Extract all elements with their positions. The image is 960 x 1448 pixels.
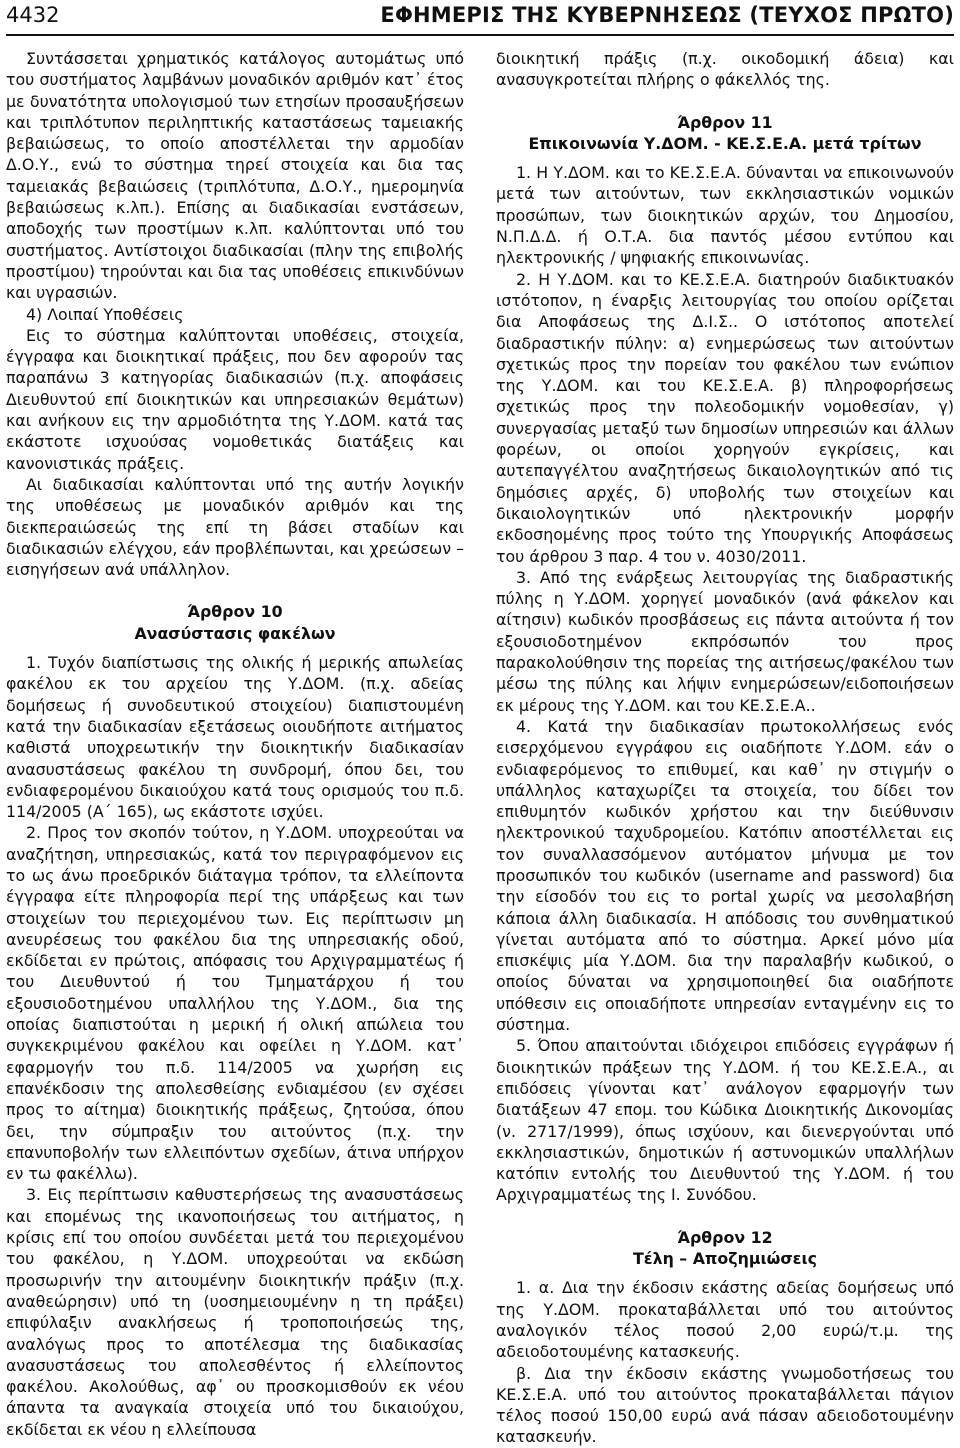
article-11-title: Επικοινωνία Υ.ΔΟΜ. - ΚΕ.Σ.Ε.Α. μετά τρίτων [528,133,922,153]
page-number: 4432 [6,3,60,27]
paragraph: 5. Όπου απαιτούνται ιδιόχειροι επιδόσεις εγγράφων ή διοικητικών πράξεων της Υ.ΔΟΜ. ή του ΚΕ.Σ.Ε.Α., αι επιδόσεις γίνονται κατ᾽ ανάλογον εφαρμογήν των διατάξεων 47 επομ. του Κώδικα Διοικητικής Δικονομίας (ν. 2717/1999), όπως ισχύουν, και διενεργούνται υπό εκκλησιαστικών, δημοτικών ή αστυνομικών υπαλλήλων κατόπιν εντολής του Διευθυντού της Υ.ΔΟΜ. ή του Αρχιγραμματέως της Ι. Συνόδου. [496,1036,954,1205]
paragraph: 3. Εις περίπτωσιν καθυστερήσεως της ανασυστάσεως και επομένως της ικανοποιήσεως του αιτήματος, η κρίσις επί του οποίου συνδέεται μετά του περιεχομένου του φακέλου, η Υ.ΔΟΜ. υποχρεούται να εκδώση προσωρινήν την αιτουμένην διοικητικήν πράξιν (π.χ. αναθεώρησιν) υπό τη (υοσημειουμένην η τη πράξει) επιφύλαξιν ανακλήσεως ή τροποποιήσεώς της, αναλόγως προς το αποτέλεσμα της διαδικασίας ανασυστάσεως του απολεσθέντος ή ελλείποντος φακέλου. Ακολούθως, αφ᾽ ου προσκομισθούν εκ νέου άπαντα τα αναγκαία στοιχεία υπό του δικαιούχου, εκδίδεται εκ νέου η ελλείπουσα [6,1185,464,1439]
paragraph: 4) Λοιπαί Υποθέσεις [26,304,184,324]
paragraph: β. Δια την έκδοσιν εκάστης γνωμοδοτήσεως του ΚΕ.Σ.Ε.Α. υπό του αιτούντος προκαταβάλλεται πάγιον τέλος ποσού 150,00 ευρώ ανά πάσαν αδειοδοτουμένην κατασκευήν. [496,1363,954,1447]
paragraph: 2. Η Υ.ΔΟΜ. και το ΚΕ.Σ.Ε.Α. διατηρούν διαδικτυακόν ιστότοπον, η έναρξις λειτουργίας του οποίου ορίζεται δια Αποφάσεως της Δ.Ι.Σ.. Ο ιστότοπος αποτελεί διαδραστικήν πύλην: α) ενημερώσεως των αιτούντων σχετικώς προς την πορείαν του φακέλου των ενώπιον της Υ.ΔΟΜ. και του ΚΕ.Σ.Ε.Α. β) πληροφορήσεως σχετικώς προς την πολεοδομικήν νομοθεσίαν, γ) συνεργασίας μεταξύ των δημοσίων υπηρεσιών και άλλων φορέων, οι οποίοι χορηγούν εγκρίσεις, και αυτεπαγγέλτου αναζητήσεως δικαιολογητικών από τις δημόσιες αρχές, δ) υποβολής των στοιχείων και δικαιολογητικών υπό ηλεκτρονικήν μορφήν εκδοσηομένης προς τούτο της Υπουργικής Αποφάσεως του άρθρου 3 παρ. 4 του ν. 4030/2011. [496,269,954,566]
paragraph: 1. α. Δια την έκδοσιν εκάστης αδείας δομήσεως υπό της Υ.ΔΟΜ. προκαταβάλλεται υπό του αιτούντος αναλογικόν τέλος ποσού 2,00 ευρώ/τ.μ. της αδειοδοτουμένης κατασκευής. [496,1278,954,1362]
paragraph: Εις το σύστημα καλύπτονται υποθέσεις, στοιχεία, έγγραφα και διοικητικαί πράξεις, που δεν αφορούν τας παραπάνω 3 κατηγορίας διαδικασιών (π.χ. αποφάσεις Διευθυντού επί διοικητικών και υπηρεσιακών θεμάτων) και ανήκουν εις την αρμοδιότητα της Υ.ΔΟΜ. κατά τας εκάστοτε ισχυούσας νομοθετικάς διατάξεις και κανονιστικάς πράξεις. [6,325,464,473]
paragraph: 3. Από της ενάρξεως λειτουργίας της διαδραστικής πύλης η Υ.ΔΟΜ. χορηγεί μοναδικόν (ανά φάκελον και αίτησιν) κωδικόν προσβάσεως εις πάντα αιτούντα ή τον εξουσιοδοτημένον εκπρόσωπόν του προς παρακολούθησιν της πορείας της αιτήσεως/φακέλου των μέσω της πύλης και λήψιν ενημερώσεων/ειδοποιήσεων εκ μέρους της Υ.ΔΟΜ. και του ΚΕ.Σ.Ε.Α.. [496,567,954,715]
paragraph: 1. Η Υ.ΔΟΜ. και το ΚΕ.Σ.Ε.Α. δύνανται να επικοινωνούν μετά των αιτούντων, των εκκλησιαστικών νομικών προσώπων, των διοικητικών αρχών, του Δημοσίου, Ν.Π.Δ.Δ. ή Ο.Τ.Α. δια παντός μέσου εντύπου και ηλεκτρονικής / ψηφιακής επικοινωνίας. [496,163,954,268]
left-column [6,48,464,1440]
paragraph-continued: διοικητική πράξις (π.χ. οικοδομική άδεια) και ανασυγκροτείται πλήρης ο φάκελλός της. [496,49,954,90]
paragraph: Αι διαδικασίαι καλύπτονται υπό της αυτήν λογικήν της υποθέσεως με μοναδικόν αριθμόν και της διεκπεραιώσεώς της επί τη βάσει σταδίων και διαδικασιών ελέγχου, εάν προβλέπωνται, και χρεώσεων – εισηγήσεων ανά υπάλληλον. [6,474,464,580]
paragraph: 1. Τυχόν διαπίστωσις της ολικής ή μερικής απωλείας φακέλου εκ του αρχείου της Υ.ΔΟΜ. (π.χ. αδείας δομήσεως ή συνοδευτικού στοιχείου) διαπιστουμένη κατά την διαδικασίαν εξετάσεως οιουδήποτε αιτήματος καθιστά υποχρεωτικήν την διοικητικήν διαδικασίαν ανασυστάσεως φακέλου τη συνδρομή, όπου δει, του ενδιαφερομένου δικαιούχου κατά τους ορισμούς του π.δ. 114/2005 (Α΄ 165), ως εκάστοτε ισχύει. [6,653,464,822]
paragraph: 2. Προς τον σκοπόν τούτον, η Υ.ΔΟΜ. υποχρεούται να αναζήτηση, υπηρεσιακώς, κατά τον περιγραφόμενον εις το ως άνω προεδρικόν διάταγμα τρόπον, τα ελλείποντα έγγραφα είτε πληροφορία περί της υπάρξεως και των στοιχείων του περιεχομένου των. Εις περίπτωσιν μη ανευρέσεως του φακέλου δια της υπηρεσιακής οδού, εκδίδεται εν πρώτοις, απόφασις του Αρχιγραμματέως ή του Διευθυντού ή του Τμηματάρχου ή του εξουσιοδοτημένου υπαλλήλου της Υ.ΔΟΜ., δια της οποίας διαπιστούται η μερική ή ολική απώλεια του συγκεκριμένου φακέλου και οφείλει η Υ.ΔΟΜ. κατ᾽ εφαρμογήν του π.δ. 114/2005 να χωρήση εις επανέκδοσιν της απολεσθείσης ενδιαμέσου (εν σχέσει προς το αίτημα) διοικητικής πράξεως, ζητούσα, όπου δει, την σύμπραξιν του αιτούντος (π.χ. την επανυποβολήν των ελλειπόντων σχεδίων, άτινα υπήρχον εν τω φακέλλω). [6,823,464,1184]
paragraph: 4. Κατά την διαδικασίαν πρωτοκολλήσεως ενός εισερχόμενου εγγράφου εις οιαδήποτε Υ.ΔΟΜ. εάν ο ενδιαφερόμενος το επιθυμεί, και καθ᾽ ην στιγμήν ο υπάλληλος καταχωρίζει τα στοιχεία, του δίδει τον επιθυμητόν κωδικόν χρήστου και την διεύθυνσιν ηλεκτρονικού ταχυδρομείου. Κατόπιν αποστέλλεται εις τον συναλλασσόμενον αυτόματον μήνυμα με τον προσωπικόν του κωδικόν (username and password) δια την είσοδόν του εις το portal χωρίς να μεσολαβήση κάποια άλλη διαδικασία. Η απόδοσις του συνθηματικού γίνεται αυτόματα από το σύστημα. Αρκεί μόνο μία επισκέψις μία Υ.ΔΟΜ. δια την παραλαβήν κωδικού, ο οποίος δύναται να χρησιμοποιηθεί δια οιαδήποτε υπόθεσιν εις οποιαδήποτε υπηρεσίαν ενταγμένην εις το σύστημα. [496,716,954,1035]
paragraph: Συντάσσεται χρηματικός κατάλογος αυτομάτως υπό του συστήματος λαμβάνων μοναδικόν αριθμόν κατ᾽ έτος με δυνατότητα υπολογισμού των ετησίων προσαυξήσεων και τριπλότυπον περιληπτικής καταστάσεως ταμειακής βεβαιώσεως, το οποίο αποστέλλεται την αρμοδίαν Δ.Ο.Υ., ενώ το σύστημα τηρεί στοιχεία και δια τας ταμειακάς βεβαιώσεις (τριπλότυπα, Δ.Ο.Υ., ημερομηνία βεβαιώσεως κ.λπ.). Επίσης αι διαδικασίαι ενστάσεων, αποδοχής των προστίμων κ.λπ. καλύπτονται υπό του συστήματος. Αντίστοιχοι διαδικασίαι (πλην της επιβολής προστίμου) τηρούνται και δια τας υποθέσεις επικινδύνων και υγρασιών. [6,49,464,303]
article-12-number: Άρθρον 12 [677,1227,773,1247]
right-column [496,48,954,1448]
article-10-number: Άρθρον 10 [187,602,283,622]
article-12-title: Τέλη – Αποζημιώσεις [633,1249,817,1269]
journal-title: ΕΦΗΜΕΡΙΣ ΤΗΣ ΚΥΒΕΡΝΗΣΕΩΣ (ΤΕΥΧΟΣ ΠΡΩΤΟ) [380,3,954,27]
article-11-number: Άρθρον 11 [677,112,773,132]
page-header [6,0,954,36]
article-10-title: Ανασύστασις φακέλων [134,623,336,643]
